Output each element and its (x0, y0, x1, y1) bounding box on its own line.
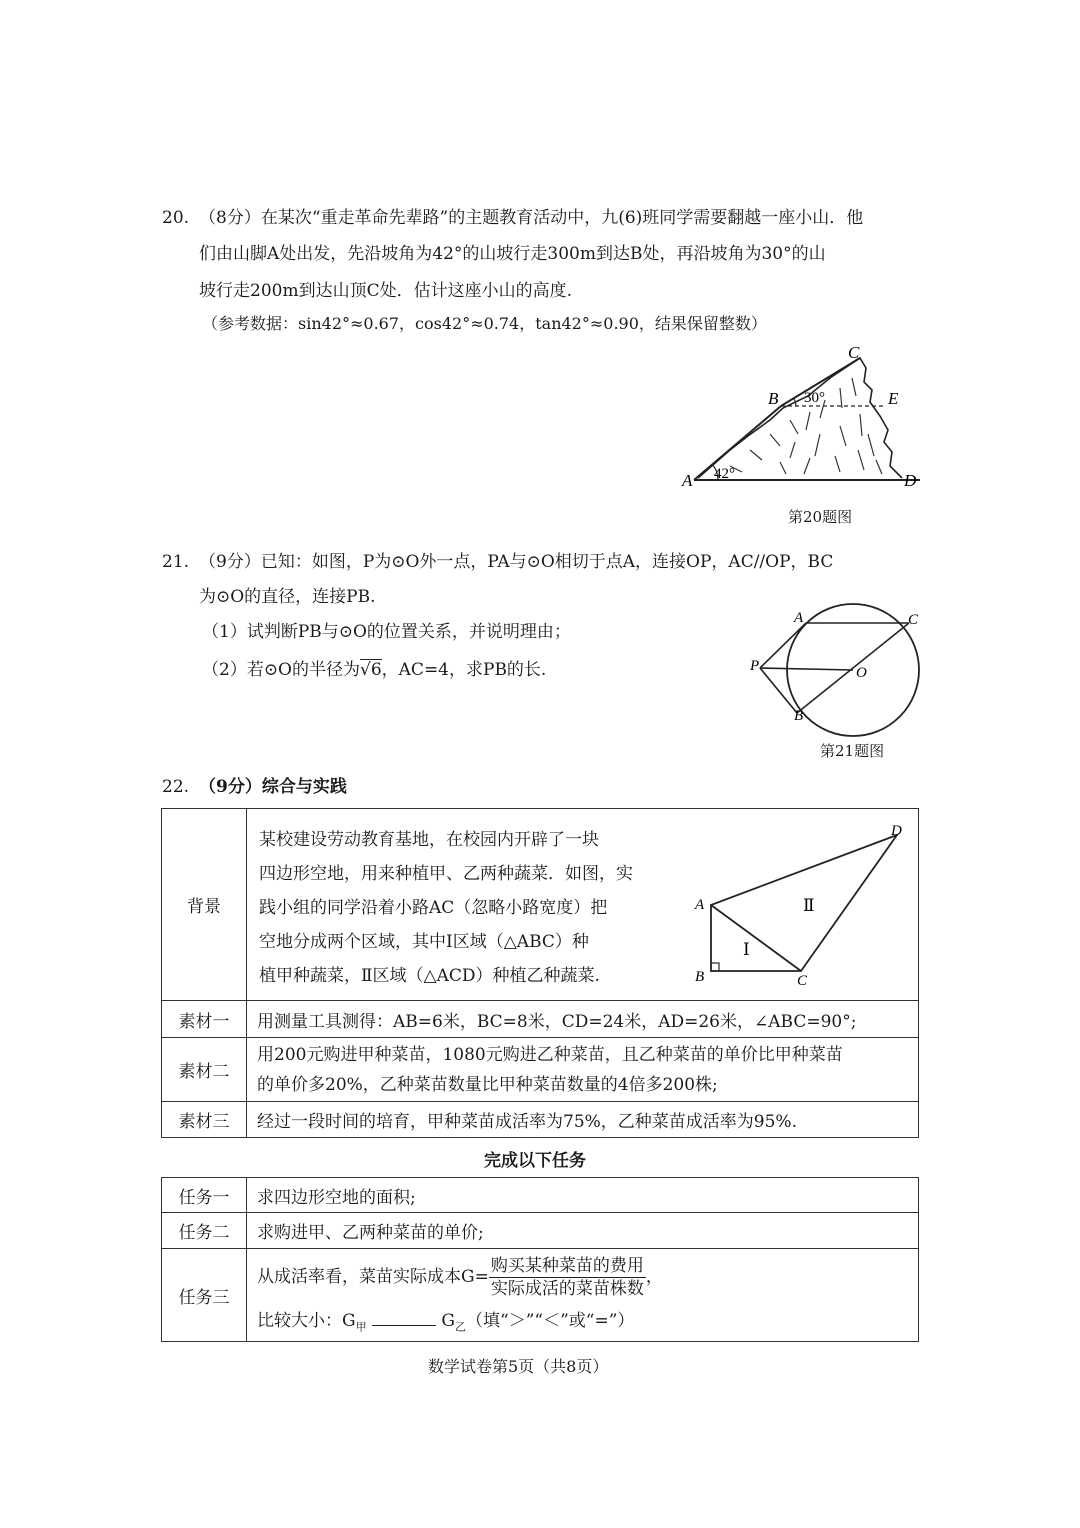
task3-formula: 从成活率看，菜苗实际成本G= $\frac{\text{购买某种菜苗的费用}}{\text{实际成活的菜苗株数}}$ ， (257, 1256, 663, 1300)
q21-figure-caption: 第21题图 (820, 742, 885, 760)
q22-label-C: C (797, 973, 808, 989)
q20-angle-30: 30° (804, 390, 825, 406)
material2-line2: 的单价多20%，乙种菜苗数量比甲种菜苗数量的4倍多200株; (257, 1074, 718, 1095)
sqrt6: √6 (360, 660, 382, 680)
material2-label: 素材二 (162, 1038, 247, 1102)
q22-material-table (161, 808, 919, 1138)
q21-number: 21. (162, 552, 190, 572)
background-label: 背景 (162, 809, 247, 1001)
task3-label: 任务三 (162, 1249, 247, 1342)
q21-label-O: O (856, 665, 867, 681)
q20-angle-42: 42° (714, 466, 735, 482)
material3-text: 经过一段时间的培育，甲种菜苗成活率为75%，乙种菜苗成活率为95%. (247, 1102, 919, 1138)
q22-number: 22. (162, 777, 190, 797)
page-footer: 数学试卷第5页（共8页） (428, 1357, 609, 1376)
q21-line1: （9分）已知：如图，P为⊙O外一点，PA与⊙O相切于点A，连接OP，AC//OP，BC (199, 552, 834, 572)
q20-label-E: E (888, 389, 899, 408)
cost-fraction: $\frac{\text{购买某种菜苗的费用}}{\text{实际成活的菜苗株数}}$ (490, 1256, 644, 1300)
bg-line-3: 践小组的同学沿着小路AC（忽略小路宽度）把 (259, 898, 608, 918)
q21-label-B: B (794, 708, 804, 724)
q22-region-I: Ⅰ (743, 940, 750, 959)
q20-line2: 们由山脚A处出发，先沿坡角为42°的山坡行走300m到达B处，再沿坡角为30°的山 (199, 244, 826, 264)
task1-label: 任务一 (162, 1178, 247, 1213)
task1-text: 求四边形空地的面积; (247, 1178, 919, 1213)
q22-label-A: A (695, 897, 705, 913)
q20-figure-caption: 第20题图 (788, 508, 853, 526)
q20-mountain-figure (670, 338, 930, 498)
q20-number: 20. (162, 208, 190, 228)
task2-label: 任务二 (162, 1213, 247, 1249)
q22-region-II: Ⅱ (803, 896, 815, 915)
q20-label-C: C (848, 343, 860, 362)
q21-circle-figure (744, 598, 934, 738)
material2-cell (247, 1038, 919, 1102)
background-cell (247, 809, 919, 1001)
material3-label: 素材三 (162, 1102, 247, 1138)
task3-cell (247, 1249, 919, 1342)
material2-line1: 用200元购进甲种菜苗，1080元购进乙种菜苗，且乙种菜苗的单价比甲种菜苗 (257, 1044, 843, 1065)
q20-label-A: A (682, 471, 693, 490)
tasks-title: 完成以下任务 (484, 1151, 586, 1171)
q22-quadrilateral-figure (685, 819, 907, 995)
q22-label-D: D (891, 823, 902, 839)
bg-line-1: 某校建设劳动教育基地，在校园内开辟了一块 (259, 830, 599, 850)
material1-label: 素材一 (162, 1001, 247, 1038)
task2-text: 求购进甲、乙两种菜苗的单价; (247, 1213, 919, 1249)
bg-line-2: 四边形空地，用来种植甲、乙两种蔬菜．如图，实 (259, 864, 633, 884)
task3-compare: 比较大小：$G_甲$ $G_乙$（填“＞”“＜”或“=”） (257, 1311, 635, 1334)
bg-line-4: 空地分成两个区域，其中Ⅰ区域（△ABC）种 (259, 932, 589, 952)
q21-line2: 为⊙O的直径，连接PB. (199, 587, 376, 607)
q20-line1: （8分）在某次“重走革命先辈路”的主题教育活动中，九(6)班同学需要翻越一座小山．他 (199, 208, 864, 228)
answer-blank[interactable] (372, 1309, 436, 1326)
q21-sub1: （1）试判断PB与⊙O的位置关系，并说明理由； (202, 622, 571, 642)
q21-label-P: P (750, 658, 760, 674)
q22-heading: （9分）综合与实践 (199, 777, 347, 797)
material1-text: 用测量工具测得：AB=6米，BC=8米，CD=24米，AD=26米，∠ABC=90°; (247, 1001, 919, 1038)
q22-task-table (161, 1177, 919, 1342)
q20-label-D: D (904, 471, 917, 490)
bg-line-5: 植甲种蔬菜，Ⅱ区域（△ACD）种植乙种蔬菜. (259, 966, 600, 986)
q20-line3: 坡行走200m到达山顶C处．估计这座小山的高度. (199, 281, 572, 301)
q21-label-C: C (908, 612, 919, 628)
q20-label-B: B (768, 389, 779, 408)
q20-reference-data: （参考数据：sin42°≈0.67，cos42°≈0.74，tan42°≈0.90，结果保留整数） (202, 314, 767, 333)
q21-label-A: A (794, 610, 804, 626)
q22-label-B: B (695, 969, 705, 985)
q21-sub2: （2）若⊙O的半径为√6，AC=4，求PB的长. (202, 660, 547, 680)
